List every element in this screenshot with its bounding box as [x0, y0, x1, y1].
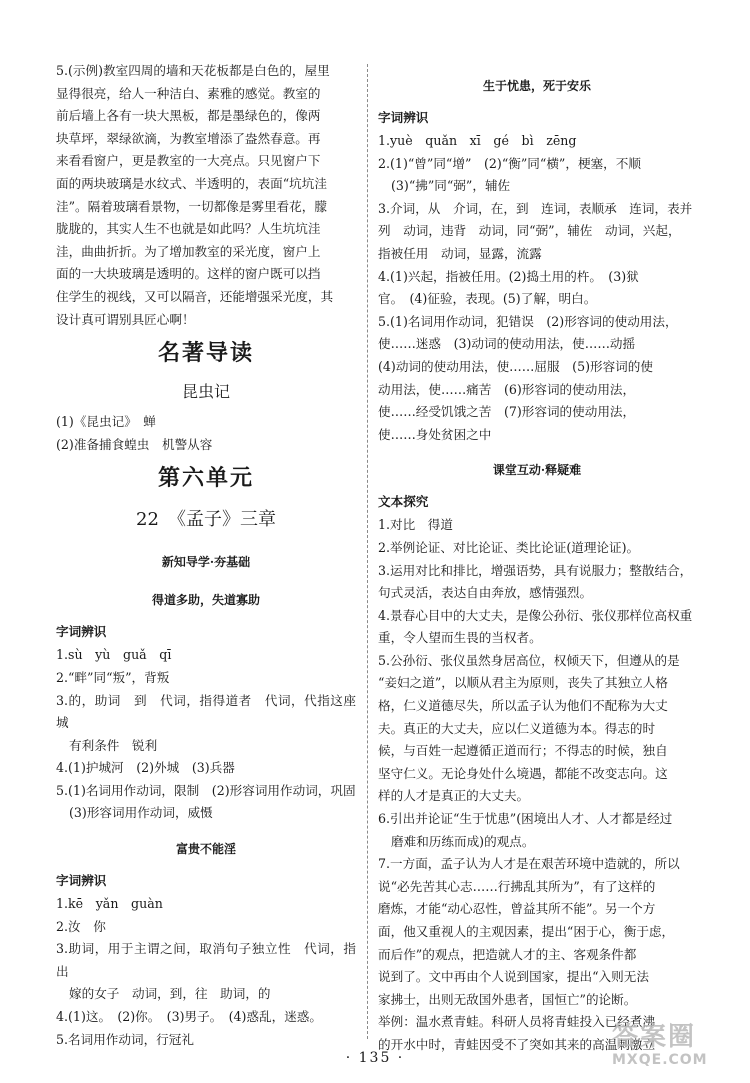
paragraph-line: 5.(示例)教室四周的墙和天花板都是白色的，屋里 [56, 63, 330, 78]
label-ciyu-bianshi: 字词辨识 [56, 873, 107, 889]
section-label-xinzhi: 新知导学·夯基础 [161, 555, 251, 570]
label-ciyu-bianshi: 字词辨识 [56, 624, 107, 640]
watermark-logo [612, 1022, 737, 1074]
answer-5-paragraph [56, 60, 356, 331]
paragraph-line: 显得很亮，给人一种洁白、素雅的感觉。教室的 [56, 85, 321, 101]
answer-line: 6.引出并论证“生于忧患”(困境出人才、人才都是经过 [378, 811, 673, 827]
answer-line: 的开水中时，青蛙因受不了突如其来的高温刺激立 [378, 1036, 656, 1052]
answer-line: 坚守仁义。无论身处什么境遇，都能不改变志向。这 [378, 765, 668, 781]
answer-line: 使……迷惑 (3)动词的使动用法，使……动摇 [378, 336, 636, 352]
paragraph-line: 洼，曲曲折折。为了增加教室的采光度，窗户上 [56, 243, 321, 259]
right-column [378, 60, 696, 1057]
answer-line: 嫁的女子 动词，到，往 助词，的 [69, 986, 271, 1002]
answer-line: 重，令人望而生畏的当权者。 [378, 630, 542, 646]
answer-line: 1.sù yù guǎ qī [56, 647, 172, 663]
answer-line: 5.名词用作动词，行冠礼 [56, 1031, 194, 1047]
answer-line: 使……经受饥饿之苦 (7)形容词的使动用法， [378, 404, 636, 420]
answer-line: (2)准备捕食蝗虫 机警从容 [56, 436, 213, 452]
answer-line: 而后作”的观点，把造就人才的主、客观条件都 [378, 946, 637, 962]
answer-line: 候，与百姓一起遵循正道而行；不得志的时候，独自 [378, 743, 668, 759]
paragraph-line: 住学生的视线，又可以隔音，还能增强采光度，其 [56, 288, 334, 304]
shengyu-answers [378, 130, 696, 446]
answer-line: 1.kē yǎn guàn [56, 896, 163, 912]
answer-line: 5.(1)名词用作动词，限制 (2)形容词用作动词，巩固 [56, 782, 356, 798]
answer-line: 4.(1)护城河 (2)外城 (3)兵器 [56, 760, 235, 776]
lesson-title: 22 《孟子》三章 [136, 509, 276, 531]
wenben-answers [378, 514, 696, 1056]
answer-line: 动用法，使……痛苦 (6)形容词的使动用法， [378, 381, 636, 397]
answer-line: 2.(1)“曾”同“增” (2)“衡”同“横”，梗塞，不顺 [378, 155, 641, 171]
answer-line: 4.(1)兴起，指被任用。(2)捣土用的杵。 (3)狱 [378, 268, 639, 284]
answer-line: 2.“畔”同“叛”，背叛 [56, 669, 170, 685]
answer-line: 3.介词，从 介词，在，到 连词，表顺承 连词，表并 [378, 200, 693, 216]
answer-line: 夫。真正的大丈夫，应以仁义道德为本。得志的时 [378, 720, 656, 736]
answer-line: 使……身处贫困之中 [378, 426, 492, 442]
paragraph-line: 洼”。隔着玻璃看景物，一切都像是雾里看花，朦 [56, 198, 327, 214]
answer-line: 格，仁义道德尽失，所以孟子认为他们不配称为大丈 [378, 698, 668, 714]
answer-line: 3.助词，用于主谓之间，取消句子独立性 代词，指出 [56, 941, 356, 979]
answer-line: 7.一方面，孟子认为人才是在艰苦环境中造就的，所以 [378, 856, 680, 872]
article-heading-dedao: 得道多助，失道寡助 [151, 593, 260, 608]
paragraph-line: 面的两块玻璃是水纹式、半透明的，表面“坑坑洼 [56, 175, 327, 191]
paragraph-line: 面的一大块玻璃是透明的。这样的窗户既可以挡 [56, 266, 321, 282]
answer-line: 5.(1)名词用作动词，犯错误 (2)形容词的使动用法， [378, 313, 678, 329]
answer-line: 磨炼，才能“动心忍性，曾益其所不能”。另一个方 [378, 901, 656, 917]
answer-line: 说“必先苦其心志……行拂乱其所为”，有了这样的 [378, 878, 656, 894]
answer-line: 2.举例论证、对比论证、类比论证(道理论证)。 [378, 539, 640, 555]
fugui-answers [56, 893, 356, 1051]
paragraph-line: 胧胧的，其实人生不也就是如此吗？人生坑坑洼 [56, 221, 321, 237]
watermark-text: 答案圈 [612, 1022, 697, 1052]
label-wenben-tanjiu: 文本探究 [378, 494, 429, 510]
subsection-heading-kunchongji: 昆虫记 [181, 382, 230, 402]
kunchongji-answers [56, 411, 356, 456]
label-ciyu-bianshi: 字词辨识 [378, 110, 429, 125]
column-divider [367, 64, 368, 1039]
answer-line: (4)动词的使动用法，使……屈服 (5)形容词的使 [378, 358, 653, 374]
paragraph-line: 前后墙上各有一块大黑板，都是墨绿色的，像两 [56, 108, 321, 124]
answer-line: 举例：温水煮青蛙。科研人员将青蛙投入已经煮沸 [378, 1014, 656, 1030]
answer-line: 3.运用对比和排比，增强语势，具有说服力；整散结合， [378, 562, 693, 578]
answer-line: 4.(1)这。 (2)你。 (3)男子。 (4)惑乱，迷惑。 [56, 1009, 322, 1025]
article-heading-shengyu: 生于忧患，死于安乐 [482, 79, 591, 93]
answer-line: 5.公孙衍、张仪虽然身居高位，权倾天下，但遵从的是 [378, 652, 680, 668]
paragraph-line: 来看看窗户，更是教室的一大亮点。只见窗户下 [56, 153, 321, 169]
section-label-ketang: 课堂互动·释疑难 [492, 463, 582, 478]
answer-line: 1.yuè quǎn xī gé bì zēng [378, 133, 577, 148]
answer-line: 3.的，助词 到 代词，指得道者 代词，代指这座城 [56, 692, 356, 731]
article-heading-fugui: 富贵不能淫 [175, 842, 236, 857]
answer-line: (1)《昆虫记》 蝉 [56, 414, 156, 430]
answer-line: 家拂士，出则无敌国外患者，国恒亡”的论断。 [378, 991, 637, 1007]
answer-line: 1.对比 得道 [378, 517, 453, 533]
answer-line: 样的人才是真正的大丈夫。 [378, 788, 530, 804]
answer-line: 官。 (4)征验，表现。(5)了解，明白。 [378, 291, 597, 307]
answer-line: 有利条件 锐利 [69, 737, 158, 753]
answer-line: (3)形容词用作动词，威慑 [69, 805, 213, 821]
answer-line: 说到了。文中再由个人说到国家，提出“入则无法 [378, 969, 649, 985]
watermark-url: MXQE.COM [612, 1052, 708, 1068]
paragraph-line: 块草坪，翠绿欲滴，为教室增添了盎然春意。再 [56, 130, 321, 146]
answer-line: 磨难和历练而成)的观点。 [391, 833, 535, 849]
page-number: · 135 · [345, 1050, 405, 1066]
answer-line: (3)“拂”同“弼”，辅佐 [391, 178, 511, 194]
section-heading-mingzhu: 名著导读 [157, 340, 254, 367]
answer-line: 指被任用 动词，显露，流露 [378, 245, 542, 261]
answer-line: 句式灵活，表达自由奔放，感情强烈。 [378, 585, 593, 601]
left-column [56, 60, 356, 1051]
answer-line: “妾妇之道”，以顺从君主为原则，丧失了其独立人格 [378, 675, 668, 691]
answer-line: 4.景春心目中的大丈夫，是像公孙衍、张仪那样位高权重 [378, 607, 693, 623]
answer-line: 列 动词，违背 动词，同“弼”，辅佐 动词，兴起， [378, 223, 681, 239]
dedao-answers [56, 644, 356, 825]
paragraph-line: 设计真可谓别具匠心啊！ [56, 311, 195, 327]
answer-line: 面，他又重视人的主观因素，提出“困于心，衡于虑， [378, 924, 675, 939]
unit-heading: 第六单元 [157, 465, 254, 492]
answer-line: 2.汝 你 [56, 918, 106, 934]
